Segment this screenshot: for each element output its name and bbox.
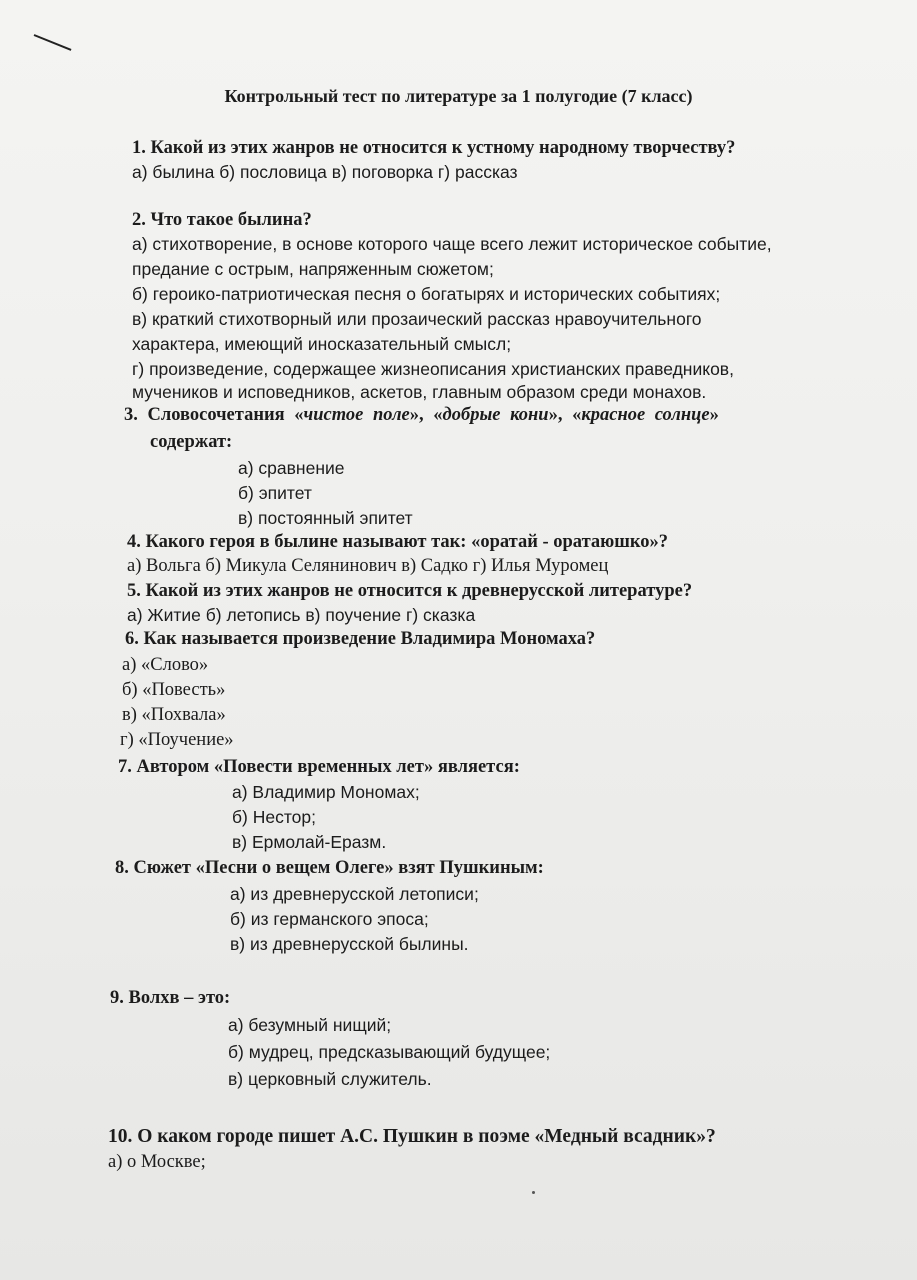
page-title: Контрольный тест по литературе за 1 полугодие (7 класс) xyxy=(224,86,693,106)
question-3 xyxy=(124,403,719,427)
answer-10-a: а) о Москве; xyxy=(108,1152,206,1172)
question-3-part-2: », « xyxy=(409,405,443,425)
answer-7-a: а) Владимир Мономах; xyxy=(232,782,420,802)
answer-3-c: в) постоянный эпитет xyxy=(238,508,413,528)
answer-6-a: а) «Слово» xyxy=(122,655,209,675)
question-6: 6. Как называется произведение Владимира Мономаха? xyxy=(125,629,596,649)
answer-2-a-line2: предание с острым, напряженным сюжетом; xyxy=(132,259,494,279)
answer-2-d-line2: мучеников и исповедников, аскетов, главным образом среди монахов. xyxy=(132,382,707,402)
answer-2-c-line2: характера, имеющий иносказательный смысл; xyxy=(132,334,512,354)
answer-5: а) Житие б) летопись в) поучение г) сказка xyxy=(127,605,476,625)
question-1: 1. Какой из этих жанров не относится к устному народному творчеству? xyxy=(132,138,736,158)
answer-6-d: г) «Поучение» xyxy=(120,730,234,750)
answer-8-c: в) из древнерусской былины. xyxy=(230,934,469,954)
question-3-phrase-2: добрые кони xyxy=(442,405,549,425)
question-5: 5. Какой из этих жанров не относится к древнерусской литературе? xyxy=(127,581,693,601)
answer-2-a-line1: а) стихотворение, в основе которого чаще всего лежит историческое событие, xyxy=(132,234,772,254)
answer-7-c: в) Ермолай-Еразм. xyxy=(232,832,387,852)
ink-dot xyxy=(532,1191,535,1194)
answer-1: а) былина б) пословица в) поговорка г) рассказ xyxy=(132,162,518,182)
answer-3-b: б) эпитет xyxy=(238,483,312,503)
question-3-phrase-1: чистое поле xyxy=(303,405,410,425)
question-3-line2: содержат: xyxy=(150,432,233,452)
question-8: 8. Сюжет «Песни о вещем Олеге» взят Пушкиным: xyxy=(115,858,544,878)
question-4: 4. Какого героя в былине называют так: «оратай - оратаюшко»? xyxy=(127,532,669,552)
answer-6-b: б) «Повесть» xyxy=(122,680,226,700)
answer-6-c: в) «Похвала» xyxy=(122,705,226,725)
answer-4: а) Вольга б) Микула Селянинович в) Садко г) Илья Муромец xyxy=(127,556,609,576)
question-3-part-3: », « xyxy=(548,405,582,425)
answer-9-a: а) безумный нищий; xyxy=(228,1015,392,1035)
answer-7-b: б) Нестор; xyxy=(232,807,316,827)
answer-9-b: б) мудрец, предсказывающий будущее; xyxy=(228,1042,551,1062)
question-10: 10. О каком городе пишет А.С. Пушкин в поэме «Медный всадник»? xyxy=(108,1126,716,1147)
question-3-part-1: 3. Словосочетания « xyxy=(124,405,304,425)
question-7: 7. Автором «Повести временных лет» является: xyxy=(118,757,520,777)
answer-3-a: а) сравнение xyxy=(238,458,345,478)
question-2: 2. Что такое былина? xyxy=(132,210,312,230)
answer-2-b: б) героико-патриотическая песня о богатырях и исторических событиях; xyxy=(132,284,721,304)
answer-2-c-line1: в) краткий стихотворный или прозаический рассказ нравоучительного xyxy=(132,309,702,329)
answer-9-c: в) церковный служитель. xyxy=(228,1069,432,1089)
question-3-part-4: » xyxy=(709,405,719,425)
answer-2-d-line1: г) произведение, содержащее жизнеописания христианских праведников, xyxy=(132,359,734,379)
pen-mark xyxy=(34,34,72,51)
answer-8-b: б) из германского эпоса; xyxy=(230,909,429,929)
answer-8-a: а) из древнерусской летописи; xyxy=(230,884,479,904)
question-3-phrase-3: красное солнце xyxy=(581,405,710,425)
question-9: 9. Волхв – это: xyxy=(110,988,231,1008)
